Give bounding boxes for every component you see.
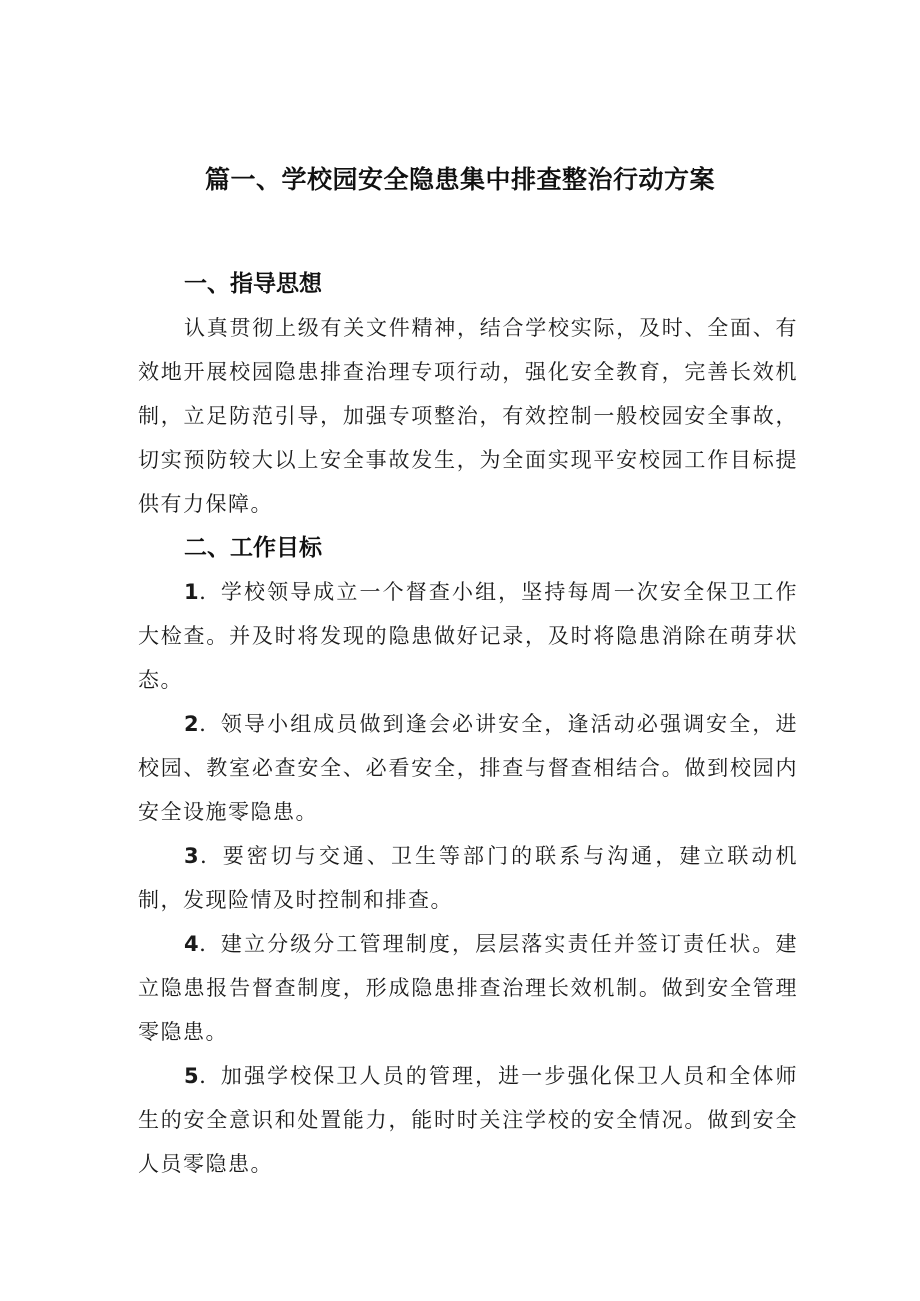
goal-item-text: 学校领导成立一个督查小组，坚持每周一次安全保卫工作大检查。并及时将发现的隐患做好记录，及时将隐患消除在萌芽状态。 <box>138 580 799 692</box>
goal-item-text: 建立分级分工管理制度，层层落实责任并签订责任状。建立隐患报告督查制度，形成隐患排查治理长效机制。做到安全管理零隐患。 <box>138 932 799 1044</box>
goal-item-separator: ． <box>198 712 221 736</box>
goal-item-4 <box>138 922 798 1054</box>
goal-item-text: 加强学校保卫人员的管理，进一步强化保卫人员和全体师生的安全意识和处置能力，能时时关注学校的安全情况。做到安全人员零隐患。 <box>138 1064 799 1176</box>
document-body <box>138 262 798 1186</box>
goal-item-number: 4 <box>184 932 199 956</box>
goal-item-separator: ． <box>198 932 221 956</box>
goal-item-number: 3 <box>184 844 199 868</box>
section-heading-guiding-ideology: 一、指导思想 <box>184 271 322 297</box>
goal-item-text: 领导小组成员做到逢会必讲安全，逢活动必强调安全，进校园、教室必查安全、必看安全，排查与督查相结合。做到校园内安全设施零隐患。 <box>138 712 799 824</box>
goal-item-separator: ． <box>198 844 223 868</box>
goal-item-1 <box>138 570 798 702</box>
goal-item-number: 5 <box>184 1064 199 1088</box>
goal-item-number: 2 <box>184 712 199 736</box>
goal-item-3 <box>138 834 798 922</box>
paragraph-guiding-ideology: 认真贯彻上级有关文件精神，结合学校实际，及时、全面、有效地开展校园隐患排查治理专项行动，强化安全教育，完善长效机制，立足防范引导，加强专项整治，有效控制一般校园安全事故，切实预防较大以上安全事故发生，为全面实现平安校园工作目标提供有力保障。 <box>138 316 798 516</box>
goal-item-text: 要密切与交通、卫生等部门的联系与沟通，建立联动机制，发现险情及时控制和排查。 <box>138 844 799 912</box>
document-title: 篇一、学校园安全隐患集中排查整治行动方案 <box>204 165 715 194</box>
section-heading-work-goals: 二、工作目标 <box>184 535 322 561</box>
goal-item-number: 1 <box>184 580 199 604</box>
goal-item-separator: ． <box>198 580 221 604</box>
goal-item-5 <box>138 1054 798 1186</box>
goal-item-2 <box>138 702 798 834</box>
goal-item-separator: ． <box>198 1064 221 1088</box>
